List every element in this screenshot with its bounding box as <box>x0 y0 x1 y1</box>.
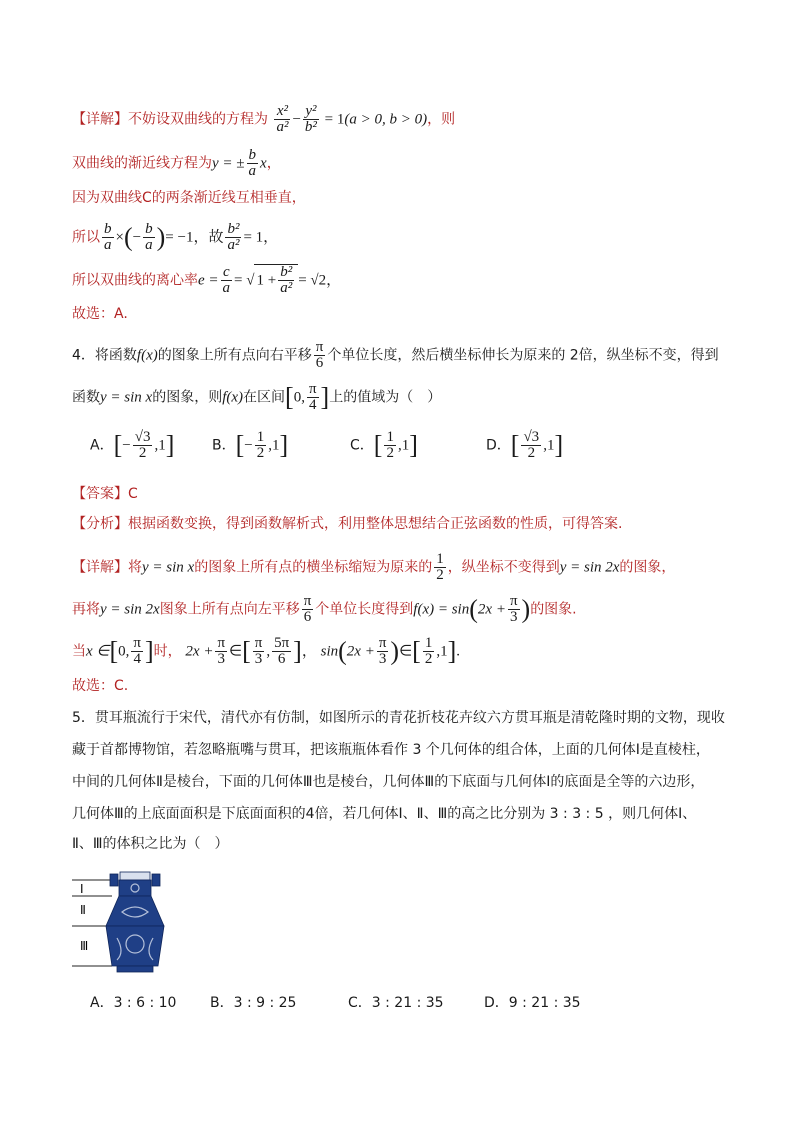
vase-figure <box>72 868 182 978</box>
q4-detail-line1: 【详解】将y = sin x的图象上所有点的横坐标缩短为原来的 $\frac{1}{2}$ ，纵坐标不变得到y = sin 2x的图象， <box>72 551 676 583</box>
q5-para-line2: 藏于首都博物馆，若忽略瓶嘴与贯耳，把该瓶瓶体看作 3 个几何体的组合体，上面的几何体Ⅰ是直棱柱， <box>72 742 710 758</box>
label-I: Ⅰ <box>80 882 84 896</box>
q4-stem-line2: 函数y = sin x的图象，则f(x)在区间[0, $\frac{\pi}{4}$ ]上的值域为（ ） <box>72 381 442 413</box>
label-II: Ⅱ <box>80 903 86 917</box>
q4-option-b[interactable]: B．[− $\frac{1}{2}$ ,1] <box>212 429 289 461</box>
q4-stem-line1: 4．将函数f(x)的图象上所有点向右平移 $\frac{\pi}{6}$ 个单位长度，然后横坐标伸长为原来的 2倍，纵坐标不变，得到 <box>72 339 719 371</box>
vase-illustration <box>72 868 182 978</box>
detail-tag: 【详解】 <box>72 111 128 128</box>
q4-analysis: 【分析】根据函数变换，得到函数解析式，利用整体思想结合正弦函数的性质，可得答案. <box>72 516 623 532</box>
q3-detail-line3: 因为双曲线C的两条渐近线互相垂直， <box>72 190 306 206</box>
q4-choose: 故选：C. <box>72 678 129 694</box>
q4-option-c[interactable]: C．[ $\frac{1}{2}$ ,1] <box>350 429 418 461</box>
fraction-y2-b2: $\frac{\text{y²}}{\text{b²}}$ <box>304 103 317 135</box>
q5-para-line1: 5．贯耳瓶流行于宋代，清代亦有仿制，如图所示的青花折枝花卉纹六方贯耳瓶是清乾隆时期的文物，现收 <box>72 710 725 726</box>
label-III: Ⅲ <box>80 939 89 953</box>
vase-body <box>106 872 164 972</box>
q3-detail-line4: 所以 $\frac{b}{a}$ ×(− $\frac{b}{a}$ )= −1，故 $\frac{\text{b²}}{\text{a²}}$ = 1， <box>72 221 279 253</box>
q4-detail-line2: 再将y = sin 2x图象上所有点向左平移 $\frac{\pi}{6}$ 个单位长度得到f(x) = sin(2x + $\frac{\pi}{3}$ )的图象. <box>72 593 577 625</box>
q5-option-d[interactable]: D．9 : 21 : 35 <box>484 995 581 1011</box>
q4-option-d[interactable]: D．[ $\frac{√3}{2}$ ,1] <box>486 429 564 461</box>
q5-option-b[interactable]: B．3 : 9 : 25 <box>210 995 297 1011</box>
q5-para-line3: 中间的几何体Ⅱ是棱台，下面的几何体Ⅲ也是棱台，几何体Ⅲ的下底面与几何体Ⅰ的底面是全等的六边形， <box>72 774 705 790</box>
q3-detail-line5: 所以双曲线的离心率e = $\frac{c}{a}$ = √ 1 + $\frac{\text{b²}}{\text{a²}}$ = √2， <box>72 264 342 296</box>
q5-para-line4: 几何体Ⅲ的上底面面积是下底面面积的4倍，若几何体Ⅰ、Ⅱ、Ⅲ的高之比分别为 3 : 3 : 5 ，则几何体Ⅰ、 <box>72 806 697 822</box>
q3-choose: 故选：A. <box>72 306 128 322</box>
q4-detail-line3: 当x ∈[0, $\frac{\pi}{4}$ ]时， 2x + $\frac{\pi}{3}$ ∈[ $\frac{\pi}{3}$ , $\frac{5\pi}{6}$ ]， sin(2x + $\frac{\pi}{3}$ )∈[ $\frac{1}{2}$ ,1]. <box>72 635 460 667</box>
q3-detail-line1: 【详解】不妨设双曲线的方程为 $\frac{\text{x²}}{\text{a²}}$ − $\frac{\text{y²}}{\text{b²}}$ = 1(a > 0, b > 0)，则 <box>72 103 456 135</box>
q3-detail-line2: 双曲线的渐近线方程为y = ± $\frac{b}{a}$ x， <box>72 147 281 179</box>
q5-option-c[interactable]: C．3 : 21 : 35 <box>348 995 444 1011</box>
fraction-x2-a2: $\frac{\text{x²}}{\text{a²}}$ <box>276 103 289 135</box>
q4-answer: 【答案】C <box>72 486 138 502</box>
q4-option-a[interactable]: A．[− $\frac{√3}{2}$ ,1] <box>90 429 175 461</box>
q5-para-line5: Ⅱ、Ⅲ的体积之比为（ ） <box>72 836 229 852</box>
fraction-b-a: $\frac{b}{a}$ <box>248 147 257 179</box>
q5-option-a[interactable]: A．3 : 6 : 10 <box>90 995 177 1011</box>
